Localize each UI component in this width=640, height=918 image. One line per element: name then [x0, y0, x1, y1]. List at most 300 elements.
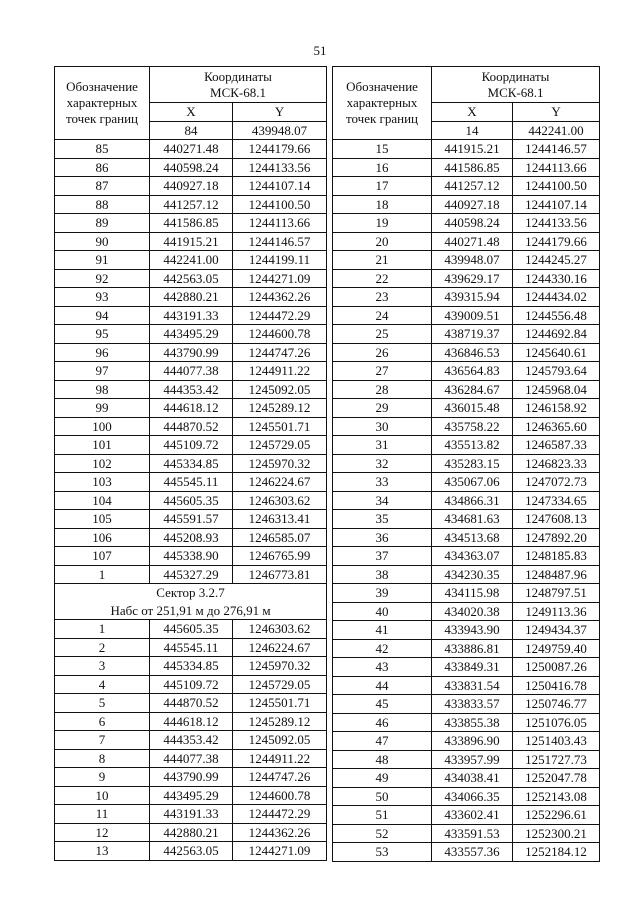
point-number: 88 [55, 195, 150, 214]
x-coordinate: 442880.21 [150, 823, 233, 842]
y-coordinate: 1244146.57 [233, 232, 327, 251]
point-number: 1 [55, 565, 150, 584]
x-coordinate: 445334.85 [150, 454, 233, 473]
point-number: 14 [432, 121, 513, 140]
table-row [333, 306, 600, 325]
x-coordinate: 433957.99 [432, 750, 513, 769]
y-coordinate: 1246158.92 [513, 399, 600, 418]
y-coordinate: 1246585.07 [233, 528, 327, 547]
table-row [55, 325, 327, 344]
point-number: 36 [333, 528, 432, 547]
point-number: 20 [333, 232, 432, 251]
y-coordinate: 1246823.33 [513, 454, 600, 473]
point-number: 33 [333, 473, 432, 492]
table-row [333, 177, 600, 196]
point-number: 102 [55, 454, 150, 473]
header-label-line-2: характерных [66, 95, 138, 110]
y-coordinate: 1244133.56 [513, 214, 600, 233]
point-number: 9 [55, 768, 150, 787]
table-row [333, 658, 600, 677]
x-coordinate: 435067.06 [432, 473, 513, 492]
point-number: 98 [55, 380, 150, 399]
point-number: 17 [333, 177, 432, 196]
x-coordinate: 441915.21 [432, 140, 513, 159]
point-number: 11 [55, 805, 150, 824]
x-coordinate: 440271.48 [150, 140, 233, 159]
header-label-line-1: Обозначение [346, 79, 418, 94]
x-coordinate: 434066.35 [432, 787, 513, 806]
y-coordinate: 1244692.84 [513, 325, 600, 344]
point-number: 89 [55, 214, 150, 233]
table-row [55, 712, 327, 731]
x-coordinate: 443191.33 [150, 805, 233, 824]
y-coordinate: 1252143.08 [513, 787, 600, 806]
header-label-line-2: характерных [346, 95, 418, 110]
x-coordinate: 444618.12 [150, 399, 233, 418]
y-coordinate: 1244330.16 [513, 269, 600, 288]
table-row [333, 214, 600, 233]
y-coordinate: 1247072.73 [513, 473, 600, 492]
sector-subtitle-row [55, 602, 327, 620]
y-coordinate: 1245968.04 [513, 380, 600, 399]
x-coordinate: 445338.90 [150, 547, 233, 566]
y-coordinate: 1249113.36 [513, 602, 600, 621]
sector-title-row [55, 584, 327, 602]
y-coordinate: 1244747.26 [233, 343, 327, 362]
table-row [55, 214, 327, 233]
point-number: 27 [333, 362, 432, 381]
x-coordinate: 439629.17 [432, 269, 513, 288]
table-row [55, 510, 327, 529]
x-coordinate: 439315.94 [432, 288, 513, 307]
point-number: 23 [333, 288, 432, 307]
table-row [55, 288, 327, 307]
x-column-header: X [432, 103, 513, 122]
y-coordinate: 1246773.81 [233, 565, 327, 584]
point-number: 22 [333, 269, 432, 288]
y-coordinate: 1245092.05 [233, 380, 327, 399]
x-coordinate: 434230.35 [432, 565, 513, 584]
point-number: 44 [333, 676, 432, 695]
coordinates-title: Координаты [204, 68, 272, 84]
y-coordinate: 1252296.61 [513, 806, 600, 825]
y-coordinate: 1249759.40 [513, 639, 600, 658]
table-row [333, 158, 600, 177]
point-number: 5 [55, 694, 150, 713]
table-row [55, 473, 327, 492]
x-coordinate: 441257.12 [432, 177, 513, 196]
table-row [55, 251, 327, 270]
point-number: 46 [333, 713, 432, 732]
x-coordinate: 433833.57 [432, 695, 513, 714]
y-coordinate: 1246224.67 [233, 473, 327, 492]
point-number: 2 [55, 638, 150, 657]
point-number: 100 [55, 417, 150, 436]
x-coordinate: 439009.51 [432, 306, 513, 325]
point-number: 87 [55, 177, 150, 196]
y-coordinate: 1244747.26 [233, 768, 327, 787]
table-row [333, 713, 600, 732]
table-row [55, 417, 327, 436]
x-coordinate: 445605.35 [150, 620, 233, 639]
table-row [55, 158, 327, 177]
header-row-1 [333, 67, 600, 103]
x-coordinate: 445605.35 [150, 491, 233, 510]
point-number: 18 [333, 195, 432, 214]
point-number: 43 [333, 658, 432, 677]
point-number: 32 [333, 454, 432, 473]
point-number: 86 [55, 158, 150, 177]
table-row [333, 639, 600, 658]
table-row [55, 140, 327, 159]
table-row [55, 694, 327, 713]
y-coordinate: 1244113.66 [233, 214, 327, 233]
x-coordinate: 442880.21 [150, 288, 233, 307]
x-coordinate: 436846.53 [432, 343, 513, 362]
table-row [55, 491, 327, 510]
sector-range: Набс от 251,91 м до 276,91 м [55, 602, 327, 620]
table-row [55, 177, 327, 196]
y-column-header: Y [513, 103, 600, 122]
x-coordinate: 444077.38 [150, 749, 233, 768]
y-coordinate: 1245729.05 [233, 436, 327, 455]
point-number: 24 [333, 306, 432, 325]
table-row [55, 547, 327, 566]
y-coordinate: 1245970.32 [233, 454, 327, 473]
table-row [55, 528, 327, 547]
y-coordinate: 1246303.62 [233, 620, 327, 639]
y-coordinate: 1244199.11 [233, 251, 327, 270]
point-number: 94 [55, 306, 150, 325]
x-coordinate: 439948.07 [233, 121, 327, 140]
point-number: 37 [333, 547, 432, 566]
y-coordinate: 1244556.48 [513, 306, 600, 325]
table-row [55, 195, 327, 214]
point-number: 7 [55, 731, 150, 750]
table-row [55, 343, 327, 362]
y-coordinate: 1244146.57 [513, 140, 600, 159]
table-row [333, 769, 600, 788]
table-row [333, 565, 600, 584]
point-number: 96 [55, 343, 150, 362]
x-coordinate: 440927.18 [150, 177, 233, 196]
table-row [333, 491, 600, 510]
table-row [55, 454, 327, 473]
table-row [55, 657, 327, 676]
coordinate-system: МСК-68.1 [210, 84, 266, 100]
y-coordinate: 1244179.66 [513, 232, 600, 251]
point-number: 15 [333, 140, 432, 159]
x-coordinate: 440598.24 [150, 158, 233, 177]
point-number: 91 [55, 251, 150, 270]
point-number: 12 [55, 823, 150, 842]
point-number: 10 [55, 786, 150, 805]
x-coordinate: 445208.93 [150, 528, 233, 547]
point-number: 92 [55, 269, 150, 288]
x-coordinate: 434681.63 [432, 510, 513, 529]
left-coordinates-table [54, 66, 327, 861]
table-row [333, 251, 600, 270]
point-label-header [55, 67, 150, 140]
y-coordinate: 1244472.29 [233, 805, 327, 824]
y-coordinate: 1245640.61 [513, 343, 600, 362]
point-number: 41 [333, 621, 432, 640]
y-coordinate: 1244472.29 [233, 306, 327, 325]
table-row [333, 473, 600, 492]
point-number: 48 [333, 750, 432, 769]
x-coordinate: 440927.18 [432, 195, 513, 214]
table-row [55, 232, 327, 251]
point-number: 29 [333, 399, 432, 418]
y-coordinate: 1245501.71 [233, 417, 327, 436]
x-coordinate: 433849.31 [432, 658, 513, 677]
y-coordinate: 1246224.67 [233, 638, 327, 657]
point-number: 99 [55, 399, 150, 418]
point-number: 25 [333, 325, 432, 344]
sector-title: Сектор 3.2.7 [55, 584, 327, 602]
point-number: 97 [55, 362, 150, 381]
y-coordinate: 1249434.37 [513, 621, 600, 640]
table-row [333, 288, 600, 307]
x-coordinate: 445591.57 [150, 510, 233, 529]
table-row [333, 695, 600, 714]
table-row [55, 362, 327, 381]
y-coordinate: 1246313.41 [233, 510, 327, 529]
y-coordinate: 1244911.22 [233, 362, 327, 381]
y-coordinate: 1244600.78 [233, 325, 327, 344]
y-coordinate: 1251727.73 [513, 750, 600, 769]
point-number: 49 [333, 769, 432, 788]
x-coordinate: 441586.85 [432, 158, 513, 177]
y-coordinate: 1247608.13 [513, 510, 600, 529]
x-coordinate: 444618.12 [150, 712, 233, 731]
x-coordinate: 442241.00 [513, 121, 600, 140]
point-number: 31 [333, 436, 432, 455]
y-coordinate: 1251403.43 [513, 732, 600, 751]
x-coordinate: 434115.98 [432, 584, 513, 603]
point-number: 28 [333, 380, 432, 399]
table-row [333, 343, 600, 362]
y-coordinate: 1252184.12 [513, 843, 600, 862]
x-column-header: X [150, 103, 233, 122]
x-coordinate: 433602.41 [432, 806, 513, 825]
y-coordinate: 1248487.96 [513, 565, 600, 584]
y-coordinate: 1247334.65 [513, 491, 600, 510]
y-coordinate: 1252047.78 [513, 769, 600, 788]
x-coordinate: 439948.07 [432, 251, 513, 270]
y-coordinate: 1248185.83 [513, 547, 600, 566]
table-row [55, 565, 327, 584]
point-number: 40 [333, 602, 432, 621]
x-coordinate: 433557.36 [432, 843, 513, 862]
x-coordinate: 434038.41 [432, 769, 513, 788]
y-coordinate: 1244362.26 [233, 288, 327, 307]
x-coordinate: 445327.29 [150, 565, 233, 584]
point-number: 30 [333, 417, 432, 436]
x-coordinate: 443495.29 [150, 786, 233, 805]
table-row [333, 454, 600, 473]
point-number: 104 [55, 491, 150, 510]
y-column-header: Y [233, 103, 327, 122]
x-coordinate: 442563.05 [150, 842, 233, 861]
table-row [55, 786, 327, 805]
table-row [333, 843, 600, 862]
x-coordinate: 444353.42 [150, 380, 233, 399]
x-coordinate: 445334.85 [150, 657, 233, 676]
coordinate-system: МСК-68.1 [487, 84, 544, 100]
table-row [333, 436, 600, 455]
point-number: 19 [333, 214, 432, 233]
table-row [333, 380, 600, 399]
table-row [333, 824, 600, 843]
x-coordinate: 444077.38 [150, 362, 233, 381]
header-label-line-3: точек границ [65, 111, 139, 126]
y-coordinate: 1244600.78 [233, 786, 327, 805]
coordinates-title: Координаты [481, 68, 550, 84]
table-row [55, 731, 327, 750]
point-number: 52 [333, 824, 432, 843]
y-coordinate: 1244271.09 [233, 269, 327, 288]
x-coordinate: 433855.38 [432, 713, 513, 732]
point-number: 21 [333, 251, 432, 270]
table-row [55, 842, 327, 861]
table-row [333, 232, 600, 251]
point-number: 103 [55, 473, 150, 492]
point-number: 45 [333, 695, 432, 714]
x-coordinate: 443790.99 [150, 343, 233, 362]
y-coordinate: 1246587.33 [513, 436, 600, 455]
header-label-line-1: Обозначение [66, 79, 138, 94]
x-coordinate: 433943.90 [432, 621, 513, 640]
x-coordinate: 442241.00 [150, 251, 233, 270]
table-row [55, 399, 327, 418]
table-row [55, 749, 327, 768]
right-coordinates-table [332, 66, 600, 862]
y-coordinate: 1245729.05 [233, 675, 327, 694]
point-number: 4 [55, 675, 150, 694]
y-coordinate: 1244362.26 [233, 823, 327, 842]
x-coordinate: 443191.33 [150, 306, 233, 325]
y-coordinate: 1250746.77 [513, 695, 600, 714]
point-number: 93 [55, 288, 150, 307]
x-coordinate: 445109.72 [150, 436, 233, 455]
point-number: 39 [333, 584, 432, 603]
y-coordinate: 1246765.99 [233, 547, 327, 566]
y-coordinate: 1247892.20 [513, 528, 600, 547]
table-row [55, 675, 327, 694]
y-coordinate: 1244107.14 [233, 177, 327, 196]
y-coordinate: 1244100.50 [233, 195, 327, 214]
table-row [333, 510, 600, 529]
x-coordinate: 440598.24 [432, 214, 513, 233]
y-coordinate: 1248797.51 [513, 584, 600, 603]
point-number: 101 [55, 436, 150, 455]
y-coordinate: 1246303.62 [233, 491, 327, 510]
point-number: 47 [333, 732, 432, 751]
point-number: 8 [55, 749, 150, 768]
x-coordinate: 441915.21 [150, 232, 233, 251]
table-row [333, 750, 600, 769]
point-number: 105 [55, 510, 150, 529]
y-coordinate: 1251076.05 [513, 713, 600, 732]
table-row [333, 621, 600, 640]
y-coordinate: 1250087.26 [513, 658, 600, 677]
table-row [333, 676, 600, 695]
point-number: 38 [333, 565, 432, 584]
x-coordinate: 438719.37 [432, 325, 513, 344]
table-row [55, 380, 327, 399]
y-coordinate: 1250416.78 [513, 676, 600, 695]
y-coordinate: 1252300.21 [513, 824, 600, 843]
table-row [55, 768, 327, 787]
table-row [333, 195, 600, 214]
x-coordinate: 444870.52 [150, 417, 233, 436]
y-coordinate: 1244245.27 [513, 251, 600, 270]
point-number: 1 [55, 620, 150, 639]
x-coordinate: 434363.07 [432, 547, 513, 566]
header-label-line-3: точек границ [345, 111, 419, 126]
table-row [55, 805, 327, 824]
x-coordinate: 433896.90 [432, 732, 513, 751]
x-coordinate: 434513.68 [432, 528, 513, 547]
table-row [333, 325, 600, 344]
x-coordinate: 436284.67 [432, 380, 513, 399]
y-coordinate: 1245092.05 [233, 731, 327, 750]
x-coordinate: 436564.83 [432, 362, 513, 381]
header-row-1 [55, 67, 327, 103]
point-number: 84 [150, 121, 233, 140]
table-row [333, 787, 600, 806]
page-number: 51 [313, 43, 327, 58]
point-number: 13 [55, 842, 150, 861]
point-number: 53 [333, 843, 432, 862]
y-coordinate: 1244113.66 [513, 158, 600, 177]
coordinates-header [432, 67, 600, 103]
point-number: 6 [55, 712, 150, 731]
x-coordinate: 434020.38 [432, 602, 513, 621]
point-number: 26 [333, 343, 432, 362]
y-coordinate: 1244179.66 [233, 140, 327, 159]
x-coordinate: 445109.72 [150, 675, 233, 694]
x-coordinate: 445545.11 [150, 638, 233, 657]
y-coordinate: 1245970.32 [233, 657, 327, 676]
y-coordinate: 1244100.50 [513, 177, 600, 196]
x-coordinate: 434866.31 [432, 491, 513, 510]
table-row [333, 806, 600, 825]
point-number: 85 [55, 140, 150, 159]
x-coordinate: 440271.48 [432, 232, 513, 251]
y-coordinate: 1244434.02 [513, 288, 600, 307]
point-number: 3 [55, 657, 150, 676]
x-coordinate: 435513.82 [432, 436, 513, 455]
table-row [333, 399, 600, 418]
y-coordinate: 1244133.56 [233, 158, 327, 177]
table-row [333, 417, 600, 436]
point-number: 90 [55, 232, 150, 251]
point-number: 35 [333, 510, 432, 529]
x-coordinate: 441257.12 [150, 195, 233, 214]
table-row [333, 547, 600, 566]
table-row [55, 269, 327, 288]
point-number: 107 [55, 547, 150, 566]
x-coordinate: 443790.99 [150, 768, 233, 787]
table-row [333, 528, 600, 547]
x-coordinate: 433831.54 [432, 676, 513, 695]
x-coordinate: 442563.05 [150, 269, 233, 288]
x-coordinate: 444870.52 [150, 694, 233, 713]
x-coordinate: 433591.53 [432, 824, 513, 843]
table-row [55, 436, 327, 455]
